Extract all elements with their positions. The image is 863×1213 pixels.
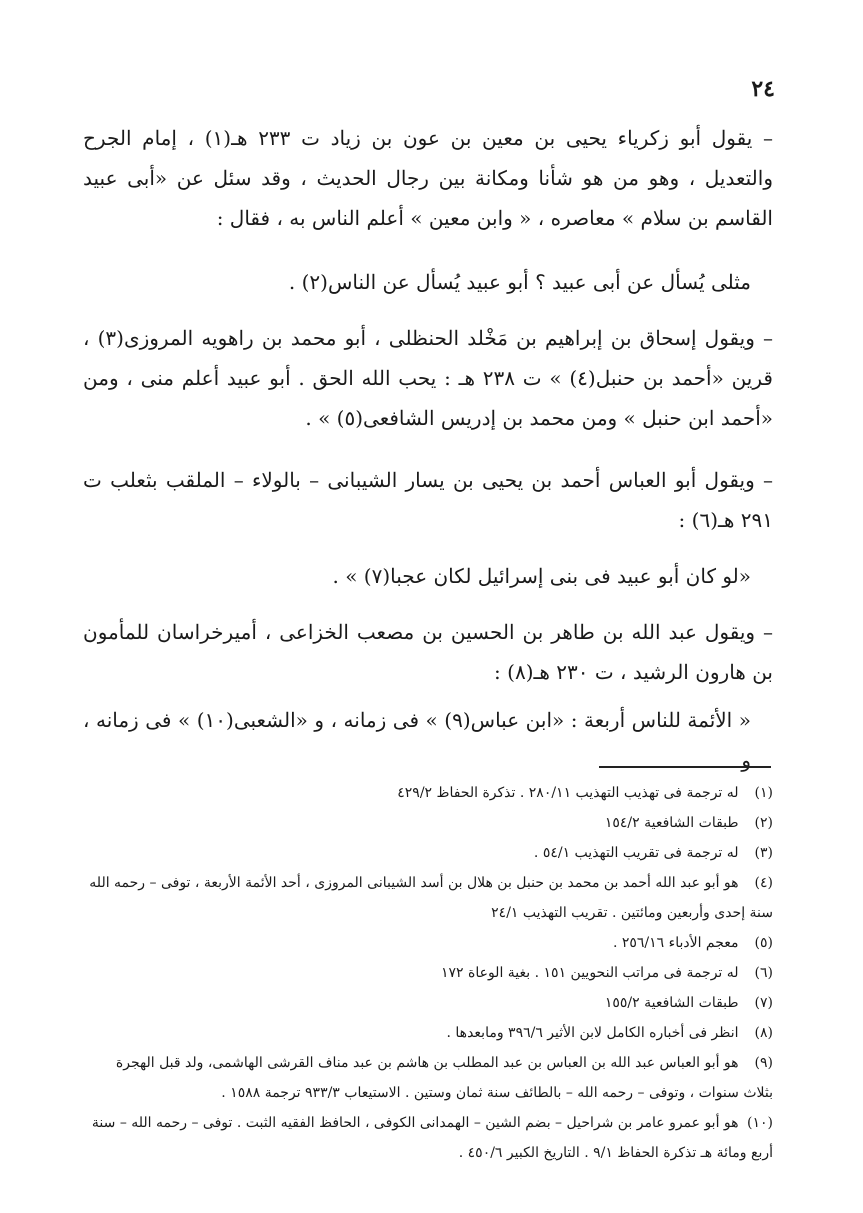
footnote-text: هو أبو عبد الله أحمد بن محمد بن حنبل بن هلال بن أسد الشيبانى المروزى ، أحد الأئمة الأربعة ، توفى – رحمه الله سنة إحدى وأربعين ومائتين . تقريب التهذيب ٢٤/١	[89, 875, 773, 921]
footnote-number: (٨)	[754, 1025, 773, 1041]
footnote-9	[83, 1048, 773, 1108]
footnote-number: (٥)	[754, 935, 773, 951]
footnote-1	[83, 778, 773, 808]
footnote-number: (٤)	[754, 875, 773, 891]
footnote-number: (٢)	[754, 815, 773, 831]
footnote-number: (٧)	[754, 995, 773, 1011]
footnote-text: معجم الأدباء ٢٥٦/١٦ .	[612, 935, 739, 951]
footnote-3	[83, 838, 773, 868]
footnote-5	[83, 928, 773, 958]
footnote-number: (٦)	[754, 965, 773, 981]
footnote-2	[83, 808, 773, 838]
footnote-8	[83, 1018, 773, 1048]
footnote-10	[83, 1108, 773, 1168]
quote-four-imams: « الأئمة للناس أربعة : «ابن عباس(٩) » فى زمانه ، و «الشعبى(١٠) » فى زمانه ، و	[83, 708, 751, 772]
footnote-divider	[599, 766, 771, 768]
footnote-text: انظر فى أخباره الكامل لابن الأثير ٣٩٦/٦ ومابعدها .	[446, 1025, 739, 1041]
quote-thalab: «لو كان أبو عبيد فى بنى إسرائيل لكان عجبا(٧) » .	[332, 564, 751, 588]
footnote-number: (٣)	[754, 845, 773, 861]
footnote-number: (٩)	[754, 1055, 773, 1071]
page-number: ٢٤	[751, 76, 775, 102]
footnote-4	[83, 868, 773, 928]
footnote-text: طبقات الشافعية ١٥٤/٢	[604, 815, 739, 831]
footnote-6	[83, 958, 773, 988]
footnote-text: له ترجمة فى تقريب التهذيب ٥٤/١ .	[533, 845, 739, 861]
paragraph-yahya-ibn-main: – يقول أبو زكرياء يحيى بن معين بن عون بن زياد ت ٢٣٣ هـ(١) ، إمام الجرح والتعديل ، وهو من هو شأنا ومكانة بين رجال الحديث ، وقد سئل عن «أبى عبيد القاسم بن سلام » معاصره ، « وابن معين » أعلم الناس به ، فقال :	[83, 126, 773, 230]
paragraph-ishaq-ibn-rahawayh: – ويقول إسحاق بن إبراهيم بن مَخْلد الحنظلى ، أبو محمد بن راهويه المروزى(٣) ، قرين «أحمد بن حنبل(٤) » ت ٢٣٨ هـ : يحب الله الحق . أبو عبيد أعلم منى ، ومن «أحمد ابن حنبل » ومن محمد بن إدريس الشافعى(٥) » .	[83, 326, 773, 430]
footnote-text: طبقات الشافعية ١٥٥/٢	[604, 995, 739, 1011]
footnote-number: (١٠)	[747, 1115, 773, 1131]
footnote-text: له ترجمة فى مراتب النحويين ١٥١ . بغية الوعاة ١٧٢	[440, 965, 739, 981]
footnote-text: له ترجمة فى تهذيب التهذيب ٢٨٠/١١ . تذكرة الحفاظ ٤٢٩/٢	[397, 785, 739, 801]
footnote-7	[83, 988, 773, 1018]
footnotes	[83, 778, 773, 1168]
footnote-text: هو أبو عمرو عامر بن شراحيل – بضم الشين – الهمدانى الكوفى ، الحافظ الفقيه الثبت . توفى – رحمه الله – سنة أربع ومائة هـ تذكرة الحفاظ ٩/١ . التاريخ الكبير ٤٥٠/٦ .	[91, 1115, 773, 1161]
paragraph-thalab: – ويقول أبو العباس أحمد بن يحيى بن يسار الشيبانى – بالولاء – الملقب بثعلب ت ٢٩١ هـ(٦) :	[83, 468, 773, 532]
quote-ibn-main: مثلى يُسأل عن أبى عبيد ؟ أبو عبيد يُسأل عن الناس(٢) .	[288, 270, 751, 294]
paragraph-abdullah-ibn-tahir: – ويقول عبد الله بن طاهر بن الحسين بن مصعب الخزاعى ، أميرخراسان للمأمون بن هارون الرشيد ، ت ٢٣٠ هـ(٨) :	[83, 620, 773, 684]
footnote-number: (١)	[754, 785, 773, 801]
footnote-text: هو أبو العباس عبد الله بن العباس بن عبد المطلب بن هاشم بن عبد مناف القرشى الهاشمى، ولد قبل الهجرة بثلاث سنوات ، وتوفى – رحمه الله – بالطائف سنة ثمان وستين . الاستيعاب ٩٣٣/٣ ترجمة ١٥٨٨ .	[115, 1055, 773, 1101]
